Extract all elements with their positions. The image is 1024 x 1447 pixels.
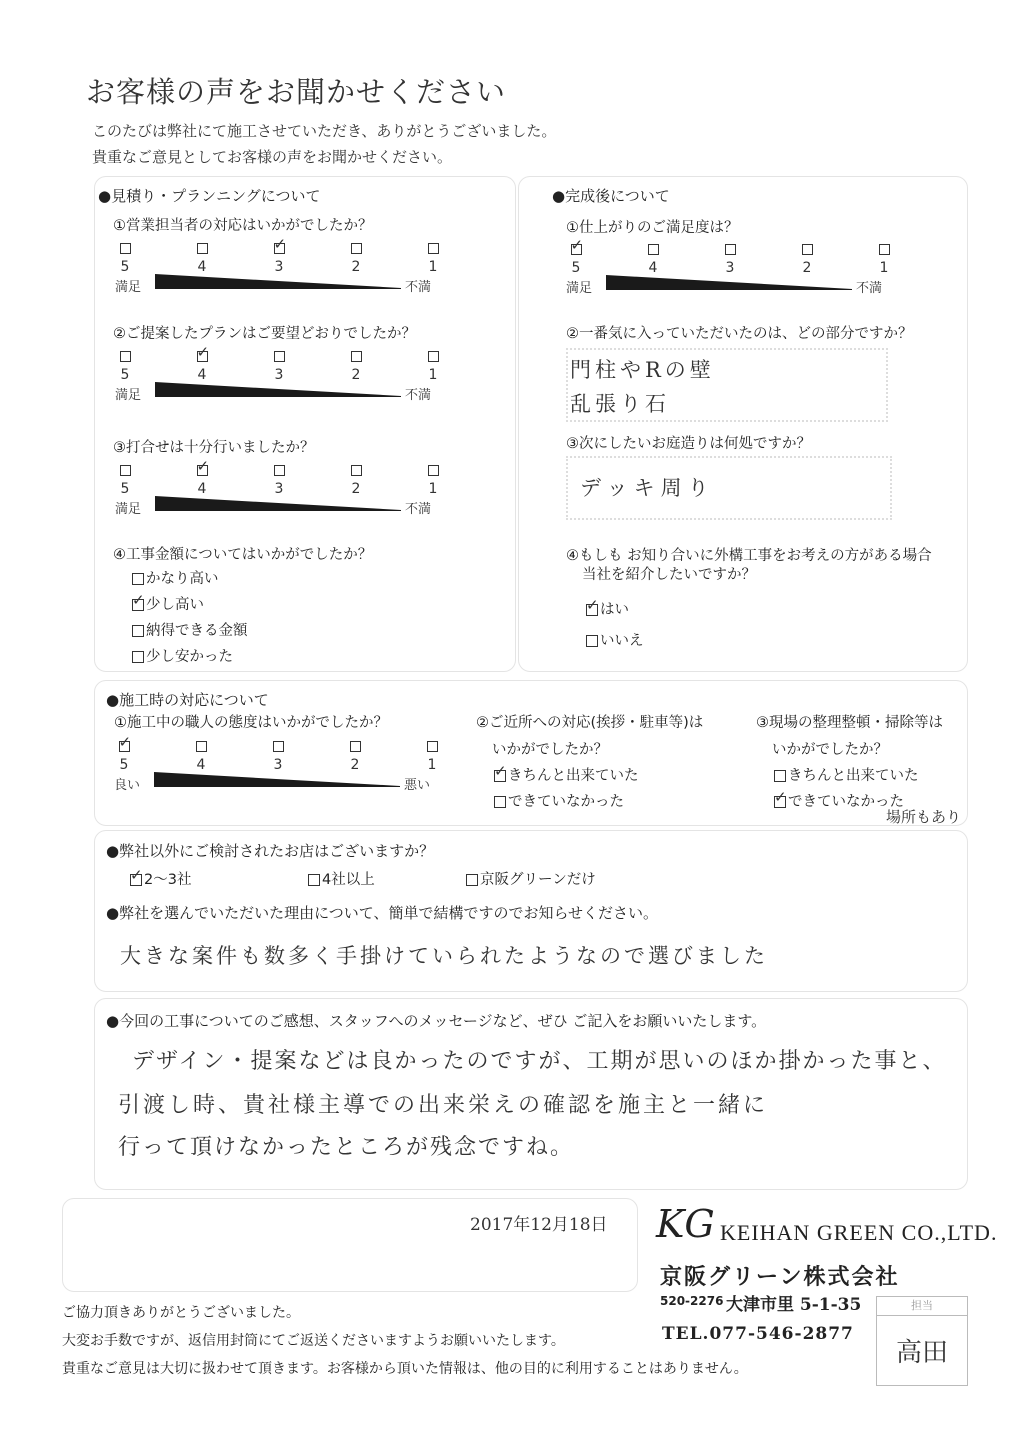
checkbox[interactable]: [120, 465, 131, 476]
scale-wedge: [155, 496, 401, 512]
rating-option-5[interactable]: [115, 460, 135, 497]
scale-wedge: [155, 382, 401, 398]
rating-number: 4: [197, 259, 207, 275]
scale-label-good: 良い: [114, 778, 141, 793]
company-address: 大津市里 5-1-35: [726, 1295, 862, 1315]
construction-q2-line2: いかがでしたか？: [492, 742, 608, 758]
rating-number: 1: [427, 757, 437, 773]
estimate-q2-scale[interactable]: [115, 346, 445, 416]
scale-label-good: 満足: [115, 502, 142, 517]
estimate-q3-scale[interactable]: [115, 460, 445, 530]
construction-heading: ●施工時の対応について: [106, 691, 269, 709]
rating-option-3[interactable]: [268, 736, 288, 773]
checkbox[interactable]: [586, 604, 598, 616]
construction-q3-line1: ③現場の整理整頓・掃除等は: [756, 715, 943, 731]
intro-line-2: 貴重なご意見としてお客様の声をお聞かせください。: [92, 148, 453, 166]
estimate-q1: ①営業担当者の対応はいかがでしたか？: [113, 218, 373, 234]
checkbox[interactable]: [132, 651, 144, 663]
rating-number: 2: [350, 757, 360, 773]
other-q1-option-0[interactable]: ✓2～3社: [130, 868, 191, 889]
rating-number: 2: [351, 481, 361, 497]
intro-line-1: このたびは弊社にて施工させていただき、ありがとうございました。: [92, 122, 557, 140]
company-name-jp: 京阪グリーン株式会社: [660, 1264, 900, 1290]
checkbox[interactable]: [273, 741, 284, 752]
rating-number: 4: [196, 757, 206, 773]
rating-number: 4: [648, 260, 658, 276]
completion-q1-scale[interactable]: [566, 239, 896, 309]
estimate-q1-scale[interactable]: [115, 238, 445, 308]
completion-q2-answer-line1: 門柱やRの壁: [570, 358, 715, 382]
checkbox[interactable]: [274, 465, 285, 476]
estimate-q2: ②ご提案したプランはご要望どおりでしたか？: [113, 326, 416, 342]
scale-label-good: 満足: [566, 281, 593, 296]
rating-option-1[interactable]: [423, 238, 443, 275]
checkbox[interactable]: [351, 465, 362, 476]
estimate-q4-option-1[interactable]: ✓少し高い: [132, 593, 204, 614]
estimate-q4-option-0[interactable]: かなり高い: [132, 567, 219, 588]
comments-line-3: 行って頂けなかったところが残念ですね。: [118, 1135, 575, 1160]
staff-box: [876, 1296, 968, 1386]
checkbox[interactable]: [774, 770, 786, 782]
company-tel: TEL.077-546-2877: [662, 1324, 854, 1344]
rating-option-2[interactable]: [346, 460, 366, 497]
comments-line-1: デザイン・提案などは良かったのですが、工期が思いのほか掛かった事と、: [132, 1049, 947, 1074]
checkbox[interactable]: [571, 244, 582, 255]
checkbox[interactable]: [197, 465, 208, 476]
rating-option-4[interactable]: [192, 238, 212, 275]
rating-number: 5: [120, 367, 130, 383]
checkbox[interactable]: [351, 351, 362, 362]
checkbox[interactable]: [350, 741, 361, 752]
rating-option-5[interactable]: [566, 239, 586, 276]
other-q2-answer: 大きな案件も数多く手掛けていられたようなので選びました: [120, 944, 768, 968]
other-q1-option-1[interactable]: 4社以上: [308, 868, 375, 889]
rating-number: 1: [428, 481, 438, 497]
estimate-heading: ●見積り・プランニングについて: [98, 187, 321, 205]
completion-q3: ③次にしたいお庭造りは何処ですか？: [566, 436, 811, 452]
staff-name: 高田: [895, 1338, 948, 1368]
rating-number: 2: [351, 367, 361, 383]
rating-option-2[interactable]: [346, 238, 366, 275]
estimate-q4: ④工事金額についてはいかがでしたか？: [113, 547, 373, 563]
checkbox[interactable]: [802, 244, 813, 255]
rating-number: 5: [119, 757, 129, 773]
construction-q1-scale[interactable]: [114, 736, 444, 806]
rating-number: 3: [273, 757, 283, 773]
rating-number: 3: [274, 367, 284, 383]
construction-q2-option-1[interactable]: できていなかった: [494, 790, 624, 811]
footer-line-1: ご協力頂きありがとうございました。: [62, 1305, 300, 1321]
rating-number: 4: [197, 481, 207, 497]
completion-q2: ②一番気に入っていただいたのは、どの部分ですか？: [566, 326, 913, 342]
other-q2: ●弊社を選んでいただいた理由について、簡単で結構ですのでお知らせください。: [106, 904, 659, 922]
rating-option-1[interactable]: [423, 346, 443, 383]
scale-label-good: 満足: [115, 388, 142, 403]
rating-option-3[interactable]: [269, 238, 289, 275]
construction-q2-option-0[interactable]: ✓きちんと出来ていた: [494, 764, 639, 785]
scale-label-bad: 不満: [405, 388, 432, 403]
scale-label-bad: 不満: [405, 502, 432, 517]
completion-q2-answer-line2: 乱張り石: [570, 392, 670, 416]
rating-number: 3: [725, 260, 735, 276]
checkbox[interactable]: [120, 351, 131, 362]
scale-label-good: 満足: [115, 280, 142, 295]
estimate-q4-option-3[interactable]: 少し安かった: [132, 645, 233, 666]
rating-option-3[interactable]: [269, 460, 289, 497]
completion-q4-yes[interactable]: ✓はい: [586, 598, 629, 619]
checkbox[interactable]: [428, 351, 439, 362]
rating-option-3[interactable]: [269, 346, 289, 383]
rating-number: 1: [428, 367, 438, 383]
rating-number: 5: [120, 259, 130, 275]
rating-option-5[interactable]: [115, 346, 135, 383]
checkbox[interactable]: [586, 635, 598, 647]
other-q1: ●弊社以外にご検討されたお店はございますか？: [106, 842, 435, 860]
rating-number: 3: [274, 481, 284, 497]
construction-q3-line2: いかがでしたか？: [772, 742, 888, 758]
checkbox[interactable]: [494, 796, 506, 808]
checkbox[interactable]: [725, 244, 736, 255]
estimate-q4-option-2[interactable]: 納得できる金額: [132, 619, 248, 640]
checkbox[interactable]: [308, 874, 320, 886]
checkbox[interactable]: [197, 351, 208, 362]
completion-q2-answer-box[interactable]: [566, 348, 888, 422]
construction-q3-option-0[interactable]: きちんと出来ていた: [774, 764, 919, 785]
completion-q3-answer-box[interactable]: [566, 456, 892, 520]
rating-option-4[interactable]: [192, 460, 212, 497]
checkbox[interactable]: [132, 599, 144, 611]
other-q1-option-2[interactable]: 京阪グリーンだけ: [466, 868, 596, 889]
completion-q4-line1: ④もしも お知り合いに外構工事をお考えの方がある場合: [566, 548, 932, 564]
scale-label-bad: 不満: [405, 280, 432, 295]
footer-line-3: 貴重なご意見は大切に扱わせて頂きます。お客様から頂いた情報は、他の目的に利用することはありません。: [62, 1361, 748, 1377]
rating-number: 2: [351, 259, 361, 275]
checkbox[interactable]: [274, 351, 285, 362]
rating-option-2[interactable]: [345, 736, 365, 773]
rating-number: 1: [879, 260, 889, 276]
checkbox[interactable]: [196, 741, 207, 752]
checkbox[interactable]: [774, 796, 786, 808]
construction-q2-line1: ②ご近所への対応(挨拶・駐車等)は: [476, 715, 704, 731]
checkbox[interactable]: [494, 770, 506, 782]
rating-number: 2: [802, 260, 812, 276]
checkbox[interactable]: [879, 244, 890, 255]
footer-line-2: 大変お手数ですが、返信用封筒にてご返送くださいますようお願いいたします。: [62, 1333, 565, 1349]
rating-option-4[interactable]: [191, 736, 211, 773]
staff-label: 担当: [877, 1297, 967, 1316]
construction-q1: ①施工中の職人の態度はいかがでしたか？: [114, 715, 388, 731]
completion-q4-no[interactable]: いいえ: [586, 629, 644, 650]
construction-q3-handwritten-note: 場所もあり: [886, 808, 962, 826]
submission-date: 2017年12月18日: [470, 1215, 608, 1235]
scale-label-bad: 不満: [856, 281, 883, 296]
checkbox[interactable]: [428, 465, 439, 476]
checkbox[interactable]: [130, 874, 142, 886]
rating-option-4[interactable]: [643, 239, 663, 276]
rating-option-3[interactable]: [720, 239, 740, 276]
construction-q3-option-1[interactable]: ✓できていなかった: [774, 790, 904, 811]
checkbox[interactable]: [351, 243, 362, 254]
checkbox[interactable]: [119, 741, 130, 752]
checkbox[interactable]: [648, 244, 659, 255]
comments-heading: ●今回の工事についてのご感想、スタッフへのメッセージなど、ぜひ ご記入をお願いいたします。: [106, 1012, 767, 1030]
checkbox[interactable]: [274, 243, 285, 254]
rating-option-2[interactable]: [797, 239, 817, 276]
scale-wedge: [155, 274, 401, 290]
rating-option-1[interactable]: [423, 460, 443, 497]
estimate-q3: ③打合せは十分行いましたか？: [113, 440, 315, 456]
rating-option-1[interactable]: [422, 736, 442, 773]
completion-heading: ●完成後について: [552, 187, 670, 205]
page-title: お客様の声をお聞かせください: [86, 75, 507, 109]
comments-line-2: 引渡し時、貴社様主導での出来栄えの確認を施主と一緒に: [118, 1093, 769, 1118]
completion-q3-answer: デッキ周り: [580, 476, 715, 500]
rating-number: 4: [197, 367, 207, 383]
scale-label-bad: 悪い: [404, 778, 431, 793]
checkbox[interactable]: [132, 573, 144, 585]
rating-number: 5: [571, 260, 581, 276]
rating-option-2[interactable]: [346, 346, 366, 383]
rating-number: 1: [428, 259, 438, 275]
checkbox[interactable]: [120, 243, 131, 254]
company-name-en: KEIHAN GREEN CO.,LTD.: [720, 1220, 998, 1245]
checkbox[interactable]: [466, 874, 478, 886]
scale-wedge: [154, 772, 400, 788]
rating-option-5[interactable]: [115, 238, 135, 275]
rating-number: 5: [120, 481, 130, 497]
scale-wedge: [606, 275, 852, 291]
rating-option-1[interactable]: [874, 239, 894, 276]
company-postal: 520-2276: [660, 1294, 724, 1308]
checkbox[interactable]: [428, 243, 439, 254]
company-logo: KG: [656, 1202, 715, 1246]
rating-option-5[interactable]: [114, 736, 134, 773]
rating-number: 3: [274, 259, 284, 275]
completion-q4-line2: 当社を紹介したいですか？: [582, 567, 756, 583]
checkbox[interactable]: [197, 243, 208, 254]
checkbox[interactable]: [427, 741, 438, 752]
checkbox[interactable]: [132, 625, 144, 637]
rating-option-4[interactable]: [192, 346, 212, 383]
completion-q1: ①仕上がりのご満足度は？: [566, 220, 739, 236]
